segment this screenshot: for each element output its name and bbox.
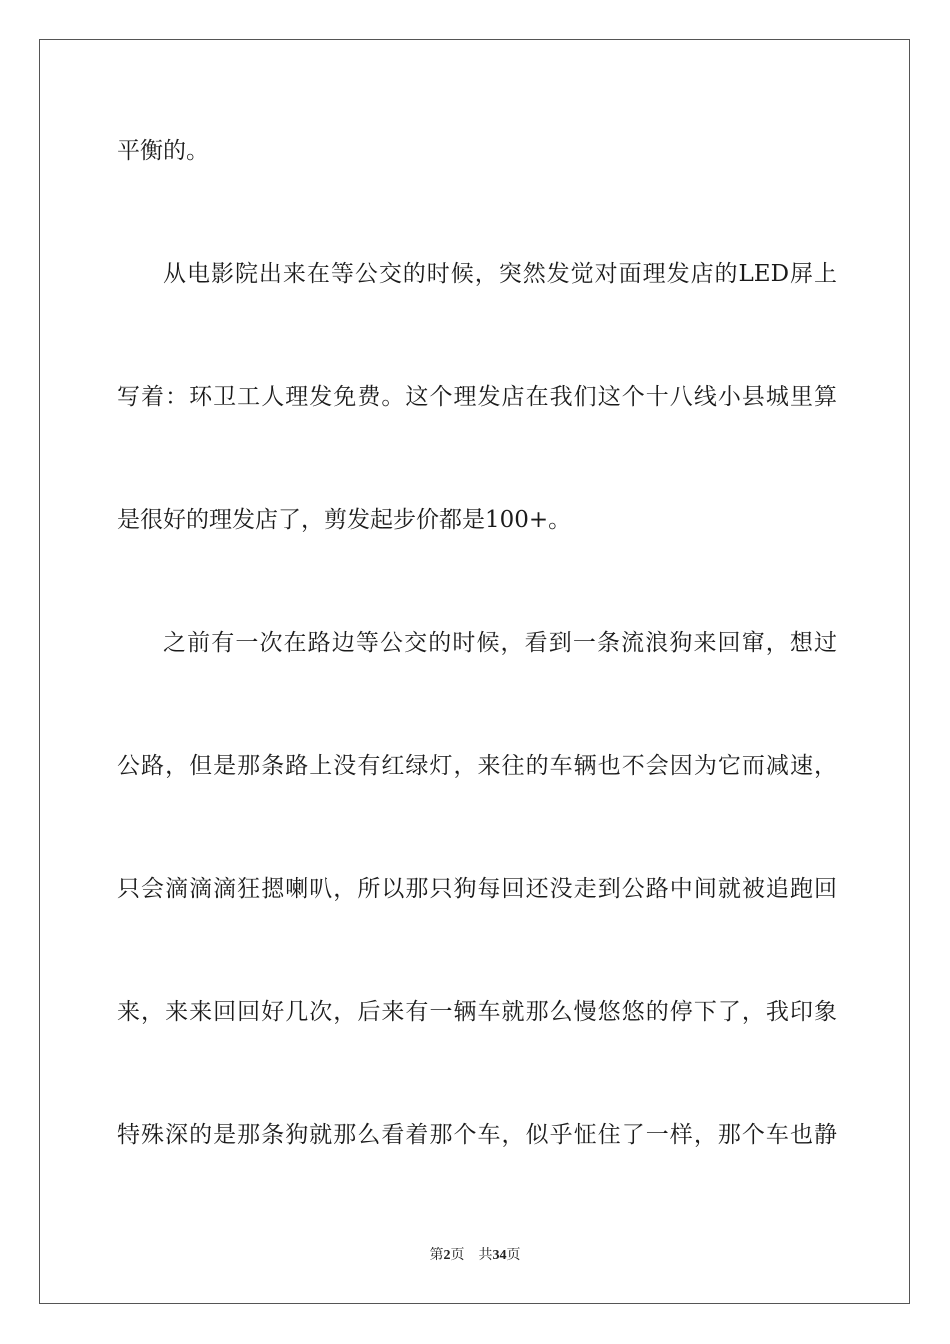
page-number: 2 [443,1248,451,1263]
text-line-6: 公路，但是那条路上没有红绿灯，来往的车辆也不会因为它而减速， [117,753,837,779]
text-line-8: 来，来来回回好几次，后来有一辆车就那么慢悠悠的停下了，我印象 [117,999,837,1025]
text-line-4: 是很好的理发店了，剪发起步价都是100+。 [117,507,572,533]
total-pages: 34 [492,1248,507,1263]
text-line-7: 只会滴滴滴狂摁喇叭，所以那只狗每回还没走到公路中间就被追跑回 [117,876,837,902]
text-line-9: 特殊深的是那条狗就那么看着那个车，似乎怔住了一样，那个车也静 [117,1122,837,1148]
page-suffix: 页 [450,1247,465,1263]
text-line-5: 之前有一次在路边等公交的时候，看到一条流浪狗来回窜，想过 [163,630,837,656]
page-prefix: 第 [429,1247,444,1263]
page-border [39,39,910,1304]
total-suffix: 页 [506,1247,521,1263]
page-footer [0,1246,950,1265]
text-line-2: 从电影院出来在等公交的时候，突然发觉对面理发店的LED屏上 [163,261,837,287]
text-line-3: 写着：环卫工人理发免费。这个理发店在我们这个十八线小县城里算 [117,384,837,410]
text-line-1: 平衡的。 [117,138,209,164]
total-prefix: 共 [478,1247,493,1263]
